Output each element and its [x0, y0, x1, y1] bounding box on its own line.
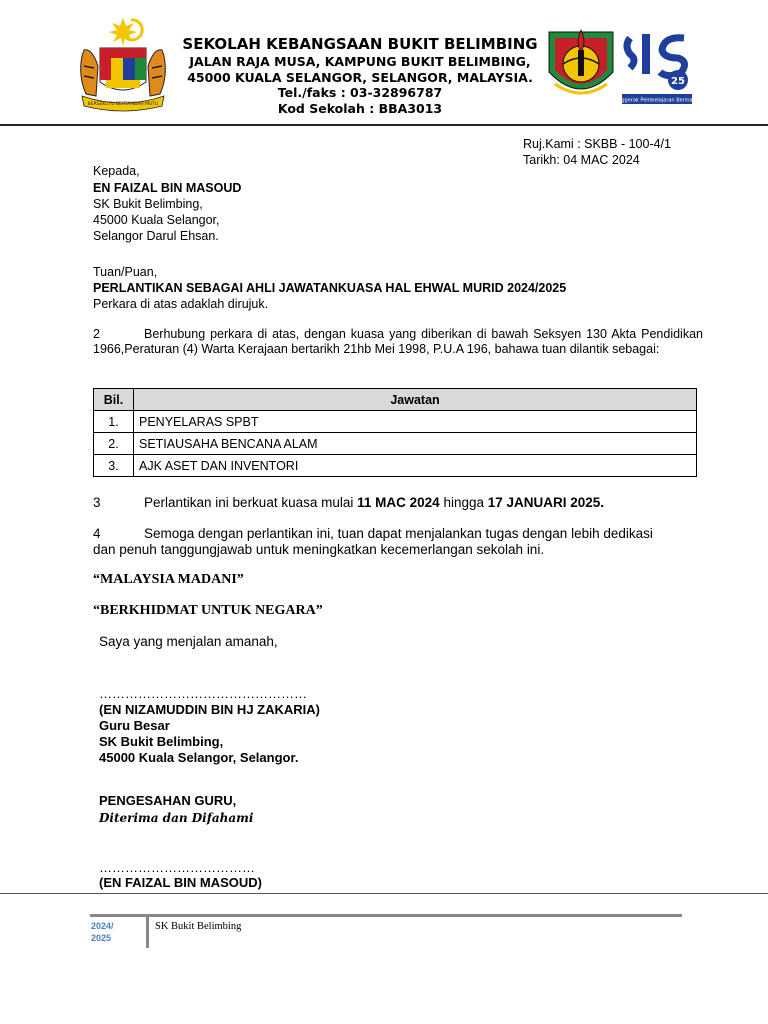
malaysia-crest-logo: [76, 16, 170, 112]
reference-block: [523, 136, 671, 168]
recipient-block: [93, 163, 241, 244]
logo-caption: Penggerak Pembelajaran Bermakna: [612, 97, 702, 104]
paragraph-4-text: Semoga dengan perlantikan ini, tuan dapat menjalankan tugas dengan lebih dedikasi dan penuh tanggungjawab untuk meningkatkan kecemerlangan sekolah ini.: [93, 526, 653, 557]
acknowledgement-name: (EN FAIZAL BIN MASOUD): [99, 875, 262, 890]
recipient-name: EN FAIZAL BIN MASOUD: [93, 181, 242, 195]
header-bil: Bil.: [94, 389, 134, 411]
slogan-berkhidmat: “BERKHIDMAT UNTUK NEGARA”: [93, 603, 323, 618]
crest-motto: BERSEKUTU BERTAMBAH MUTU: [87, 102, 159, 107]
paragraph-3-number: 3: [93, 495, 101, 510]
signatory-address: 45000 Kuala Selangor, Selangor.: [99, 750, 299, 765]
reference-number: Ruj.Kami : SKBB - 100-4/1: [523, 137, 671, 151]
signatory-school: SK Bukit Belimbing,: [99, 734, 224, 749]
footer-year-2: 2025: [91, 933, 112, 943]
acknowledgement-heading: PENGESAHAN GURU,: [99, 793, 237, 808]
paragraph-4: [93, 526, 653, 558]
subject-reference: Perkara di atas adaklah dirujuk.: [93, 297, 269, 311]
school-phone: Tel./faks : 03-32896787: [277, 85, 443, 100]
recipient-line-3: Selangor Darul Ehsan.: [93, 229, 219, 243]
table-header-row: [94, 389, 697, 411]
start-date: 11 MAC 2024: [357, 495, 440, 510]
paragraph-3-text-b: hingga: [439, 495, 488, 510]
row-1-bil: 1.: [94, 411, 134, 433]
paragraph-2-number: 2: [93, 327, 100, 341]
subject-title: PERLANTIKAN SEBAGAI AHLI JAWATANKUASA HAL EHWAL MURID 2024/2025: [93, 281, 567, 295]
end-date: 17 JANUARI 2025.: [487, 495, 605, 510]
signatory-title: Guru Besar: [99, 718, 170, 733]
row-1-jawatan: PENYELARAS SPBT: [134, 411, 697, 433]
recipient-line-2: 45000 Kuala Selangor,: [93, 213, 220, 227]
salutation: Tuan/Puan,: [93, 265, 158, 279]
signatory-name: (EN NIZAMUDDIN BIN HJ ZAKARIA): [99, 702, 320, 717]
signature-line: …………………………………………: [99, 686, 307, 701]
table-row: [94, 455, 697, 477]
acknowledgement-received: Diterima dan Difahami: [99, 811, 254, 825]
footer-top-rule: [90, 914, 682, 917]
school-code: Kod Sekolah : BBA3013: [277, 100, 443, 116]
school-address-2: 45000 KUALA SELANGOR, SELANGOR, MALAYSIA.: [187, 69, 533, 85]
header-divider: [0, 124, 768, 126]
letterhead: [170, 34, 550, 116]
school-address-1: JALAN RAJA MUSA, KAMPUNG BUKIT BELIMBING,: [189, 54, 531, 69]
footer-year-1: 2024/: [91, 921, 114, 931]
appointment-table: [93, 388, 697, 477]
closing-line: Saya yang menjalan amanah,: [99, 634, 278, 649]
footer-year: [91, 920, 114, 944]
row-3-bil: 3.: [94, 455, 134, 477]
paragraph-3: [93, 495, 604, 511]
footer-divider: [0, 893, 768, 894]
paragraph-3-text-a: Perlantikan ini berkuat kuasa mulai: [144, 495, 358, 510]
table-row: [94, 411, 697, 433]
acknowledgement-signature-line: ………………………………: [99, 860, 255, 875]
table-row: [94, 433, 697, 455]
paragraph-4-number: 4: [93, 526, 101, 541]
school-badge-logo: [545, 22, 617, 106]
footer-school: SK Bukit Belimbing: [155, 921, 242, 932]
recipient-to: Kepada,: [93, 164, 140, 178]
logo-number: 25: [671, 76, 685, 87]
row-2-bil: 2.: [94, 433, 134, 455]
row-3-jawatan: AJK ASET DAN INVENTORI: [134, 455, 697, 477]
signature-block: [99, 686, 320, 766]
slogan-malaysia-madani: “MALAYSIA MADANI”: [93, 572, 244, 587]
recipient-line-1: SK Bukit Belimbing,: [93, 197, 203, 211]
school-name: SEKOLAH KEBANGSAAN BUKIT BELIMBING: [182, 35, 538, 53]
subject-block: [93, 264, 566, 312]
transformation-25-logo: [612, 28, 702, 108]
paragraph-2-text: Berhubung perkara di atas, dengan kuasa yang diberikan di bawah Seksyen 130 Akta Pendidikan 1966,Peraturan (4) Warta Kerajaan bertarikh 21hb Mei 1998, P.U.A 196, bahawa tuan dilantik sebagai:: [93, 327, 703, 356]
paragraph-2: [93, 327, 703, 357]
row-2-jawatan: SETIAUSAHA BENCANA ALAM: [134, 433, 697, 455]
header-jawatan: Jawatan: [134, 389, 697, 411]
footer-vertical-rule: [146, 916, 149, 948]
letter-date: Tarikh: 04 MAC 2024: [523, 153, 640, 167]
